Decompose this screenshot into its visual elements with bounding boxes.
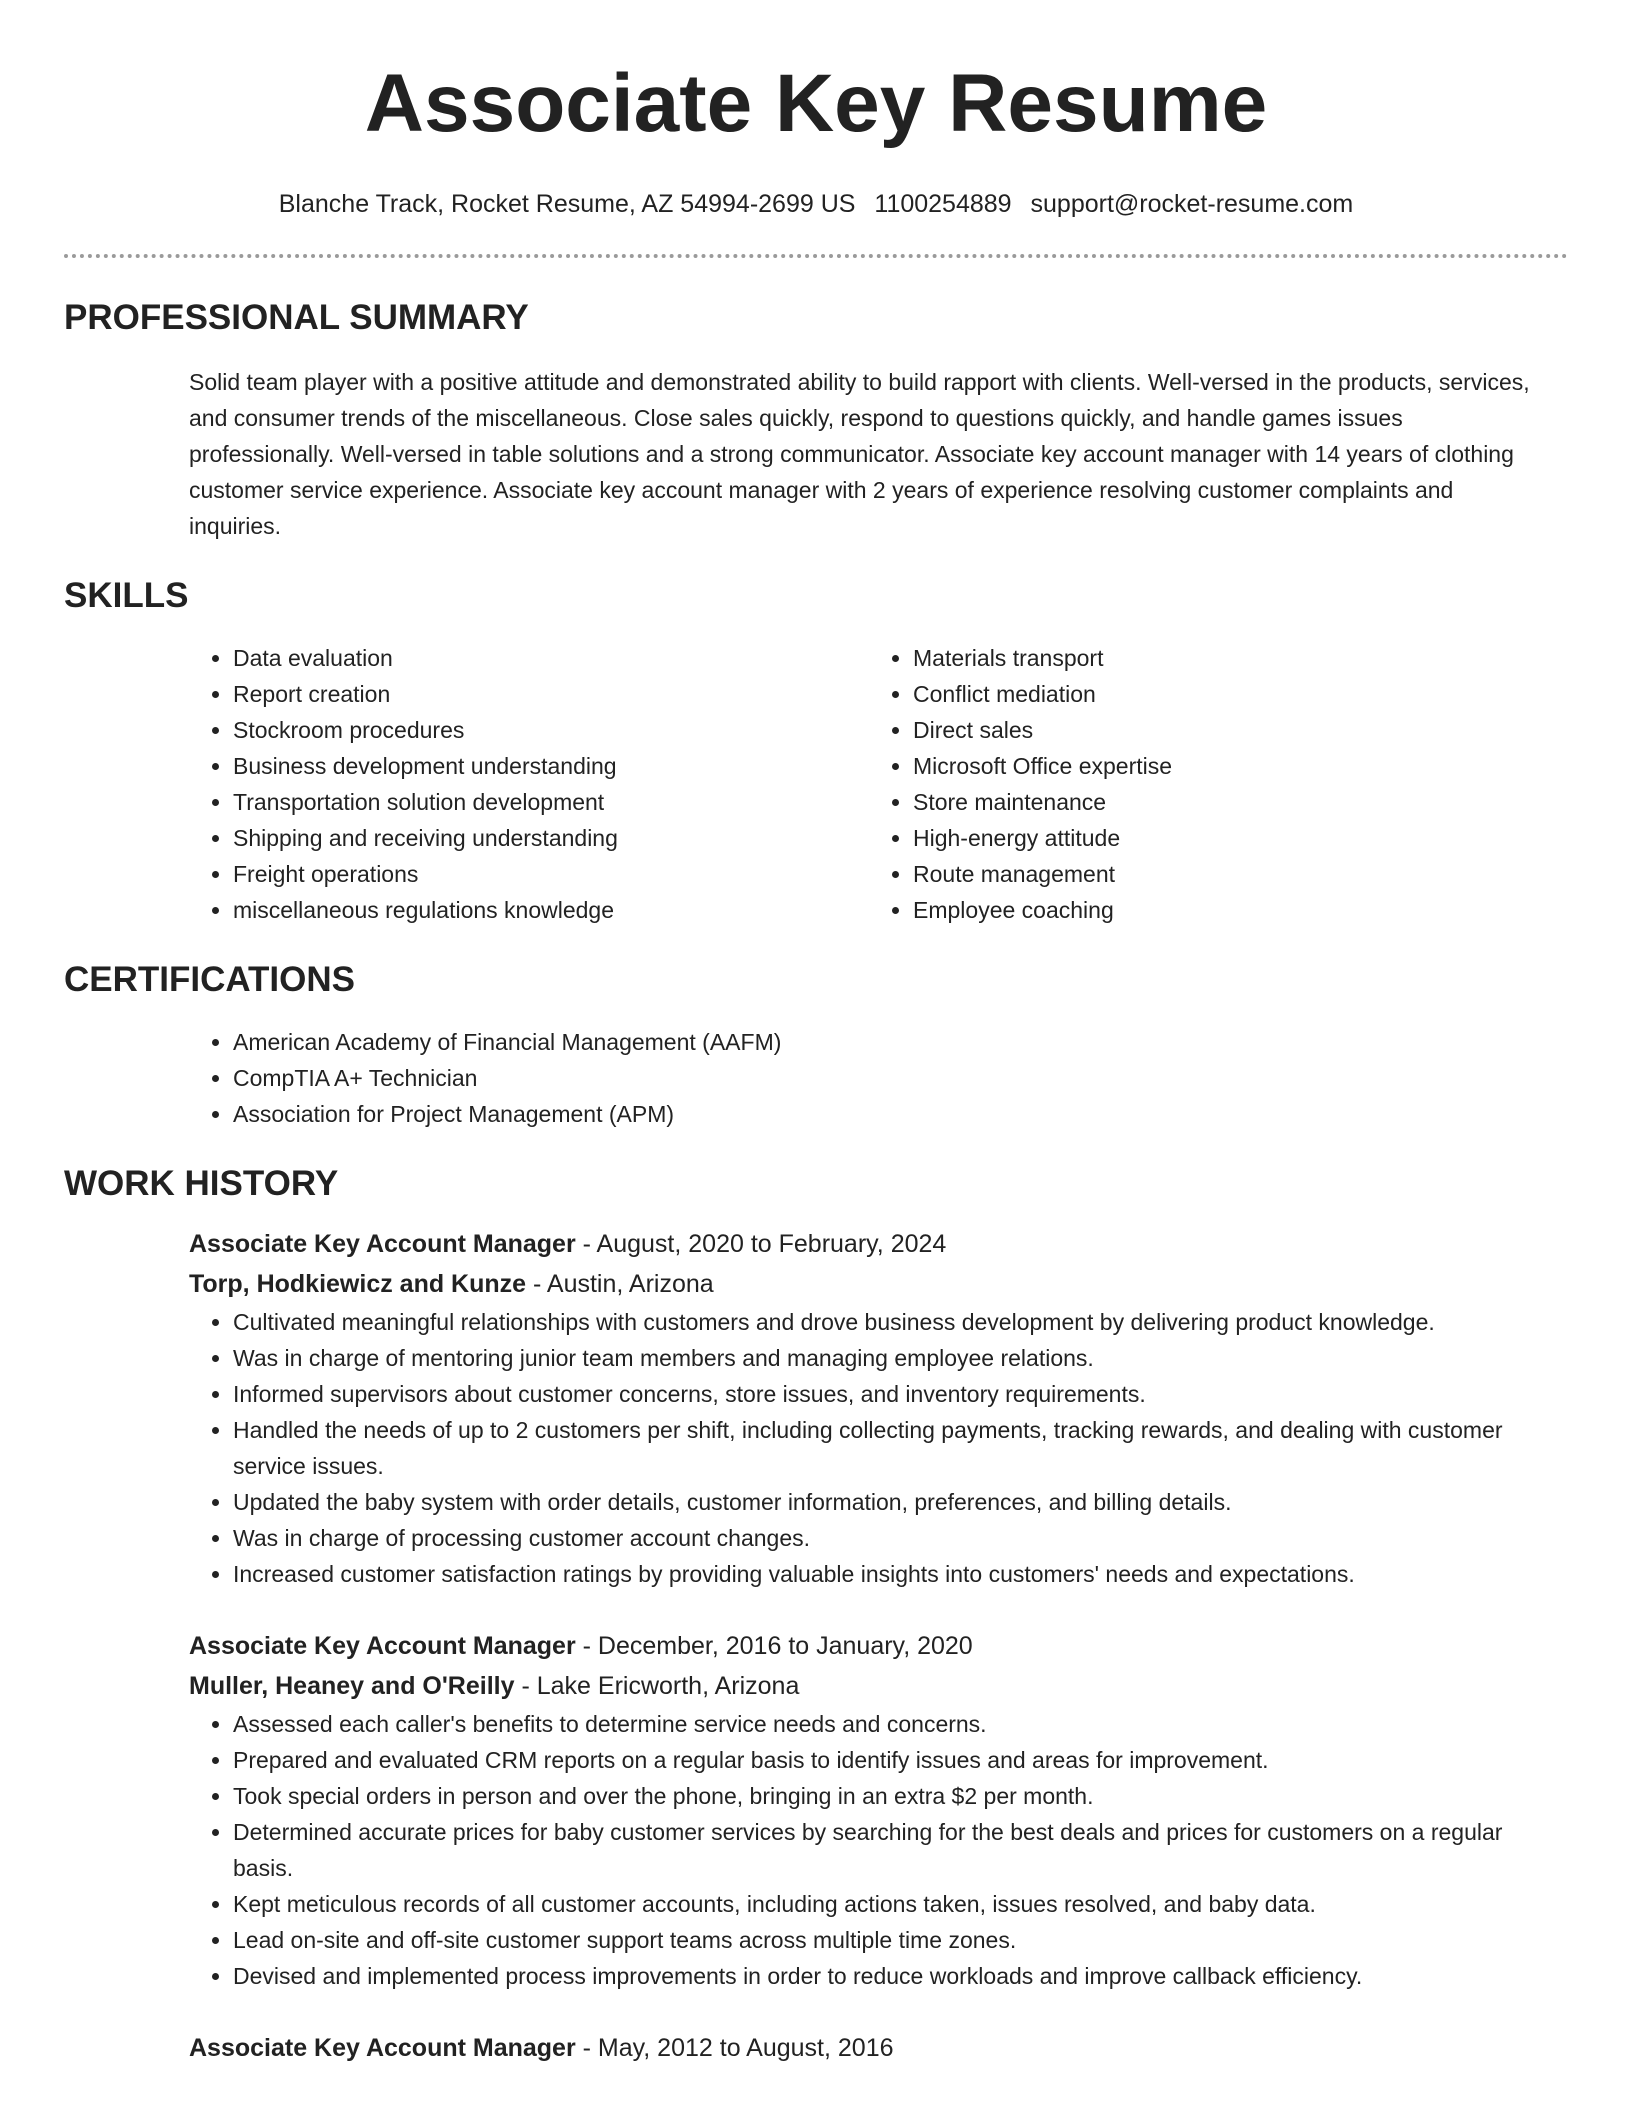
job-duties-list	[189, 1304, 1568, 1592]
skill-item: • Transportation solution development	[233, 784, 869, 820]
contact-phone: 1100254889	[874, 190, 1012, 218]
job-duty-item: • Devised and implemented process improvements in order to reduce workloads and improve callback efficiency.	[233, 1958, 1568, 1994]
certifications-heading: CERTIFICATIONS	[64, 960, 356, 999]
skill-item: • Shipping and receiving understanding	[233, 820, 869, 856]
skills-column-right	[869, 640, 1549, 928]
job-duty-item: • Took special orders in person and over the phone, bringing in an extra $2 per month.	[233, 1778, 1568, 1814]
job-duties-list	[189, 1706, 1568, 1994]
summary-heading: PROFESSIONAL SUMMARY	[64, 298, 529, 337]
skill-item: • Freight operations	[233, 856, 869, 892]
skills-list-right	[869, 640, 1549, 928]
contact-line	[64, 188, 1568, 220]
job-title: Associate Key Account Manager	[189, 1230, 576, 1258]
job-entry	[189, 2028, 1568, 2068]
skill-item: • Materials transport	[913, 640, 1549, 676]
skills-grid	[64, 640, 1568, 928]
header-divider	[64, 254, 1568, 258]
skill-item: • Direct sales	[913, 712, 1549, 748]
job-duty-item: • Was in charge of mentoring junior team members and managing employee relations.	[233, 1340, 1568, 1376]
job-title-line	[189, 1626, 1568, 1666]
job-title-line	[189, 1224, 1568, 1264]
job-dates: - December, 2016 to January, 2020	[575, 1632, 973, 1660]
job-duty-item: • Cultivated meaningful relationships with customers and drove business development by delivering product knowledge.	[233, 1304, 1568, 1340]
skill-item: • Business development understanding	[233, 748, 869, 784]
job-duty-item: • Increased customer satisfaction ratings by providing valuable insights into customers' needs and expectations.	[233, 1556, 1568, 1592]
job-duty-item: • Determined accurate prices for baby customer services by searching for the best deals and prices for customers on a regular basis.	[233, 1814, 1568, 1886]
job-company: Torp, Hodkiewicz and Kunze	[189, 1270, 527, 1298]
job-title-line	[189, 2028, 1568, 2068]
skill-item: • Store maintenance	[913, 784, 1549, 820]
skills-list-left	[189, 640, 869, 928]
certifications-list-wrap	[64, 1024, 1568, 1132]
skill-item: • Conflict mediation	[913, 676, 1549, 712]
contact-email[interactable]: support@rocket-resume.com	[1030, 190, 1354, 218]
skill-item: • Stockroom procedures	[233, 712, 869, 748]
skills-heading: SKILLS	[64, 576, 189, 615]
job-duty-item: • Kept meticulous records of all customer accounts, including actions taken, issues resolved, and baby data.	[233, 1886, 1568, 1922]
job-location: - Lake Ericworth, Arizona	[514, 1672, 800, 1700]
job-duty-item: • Was in charge of processing customer account changes.	[233, 1520, 1568, 1556]
certification-item: • American Academy of Financial Management (AAFM)	[233, 1024, 1568, 1060]
job-duty-item: • Assessed each caller's benefits to determine service needs and concerns.	[233, 1706, 1568, 1742]
job-entry	[189, 1224, 1568, 1592]
job-duty-item: • Handled the needs of up to 2 customers per shift, including collecting payments, tracking rewards, and dealing with customer service issues.	[233, 1412, 1568, 1484]
job-company-line	[189, 1666, 1568, 1706]
certification-item: • Association for Project Management (APM)	[233, 1096, 1568, 1132]
skill-item: • Microsoft Office expertise	[913, 748, 1549, 784]
work-history-heading: WORK HISTORY	[64, 1164, 339, 1203]
job-company-line	[189, 1264, 1568, 1304]
job-duty-item: • Updated the baby system with order details, customer information, preferences, and billing details.	[233, 1484, 1568, 1520]
skill-item: • miscellaneous regulations knowledge	[233, 892, 869, 928]
skill-item: • Employee coaching	[913, 892, 1549, 928]
summary-text: Solid team player with a positive attitude and demonstrated ability to build rapport with clients. Well-versed in the products, services, and consumer trends of the miscellaneous. Close sales quickly, respond to questions quickly, and handle games issues professionally. Well-versed in table solutions and a strong communicator. Associate key account manager with 14 years of clothing customer service experience. Associate key account manager with 2 years of experience resolving customer complaints and inquiries.	[189, 369, 1530, 539]
skill-item: • High-energy attitude	[913, 820, 1549, 856]
skill-item: • Route management	[913, 856, 1549, 892]
job-dates: - August, 2020 to February, 2024	[575, 1230, 947, 1258]
job-title: Associate Key Account Manager	[189, 2034, 576, 2062]
job-duty-item: • Prepared and evaluated CRM reports on a regular basis to identify issues and areas for improvement.	[233, 1742, 1568, 1778]
resume-header	[64, 0, 1568, 220]
skill-item: • Report creation	[233, 676, 869, 712]
job-duty-item: • Informed supervisors about customer concerns, store issues, and inventory requirements.	[233, 1376, 1568, 1412]
job-title: Associate Key Account Manager	[189, 1632, 576, 1660]
summary-section	[64, 296, 1568, 544]
certifications-section	[64, 958, 1568, 1132]
job-duty-item: • Lead on-site and off-site customer support teams across multiple time zones.	[233, 1922, 1568, 1958]
contact-address: Blanche Track, Rocket Resume, AZ 54994-2699 US	[278, 190, 856, 218]
skills-column-left	[189, 640, 869, 928]
certifications-list	[189, 1024, 1568, 1132]
resume-title: Associate Key Resume	[364, 58, 1268, 149]
skill-item: • Data evaluation	[233, 640, 869, 676]
skills-section	[64, 574, 1568, 928]
jobs-container	[64, 1224, 1568, 2068]
job-location: - Austin, Arizona	[526, 1270, 714, 1298]
job-dates: - May, 2012 to August, 2016	[575, 2034, 894, 2062]
certification-item: • CompTIA A+ Technician	[233, 1060, 1568, 1096]
work-history-section	[64, 1162, 1568, 2068]
job-entry	[189, 1626, 1568, 1994]
job-company: Muller, Heaney and O'Reilly	[189, 1672, 515, 1700]
